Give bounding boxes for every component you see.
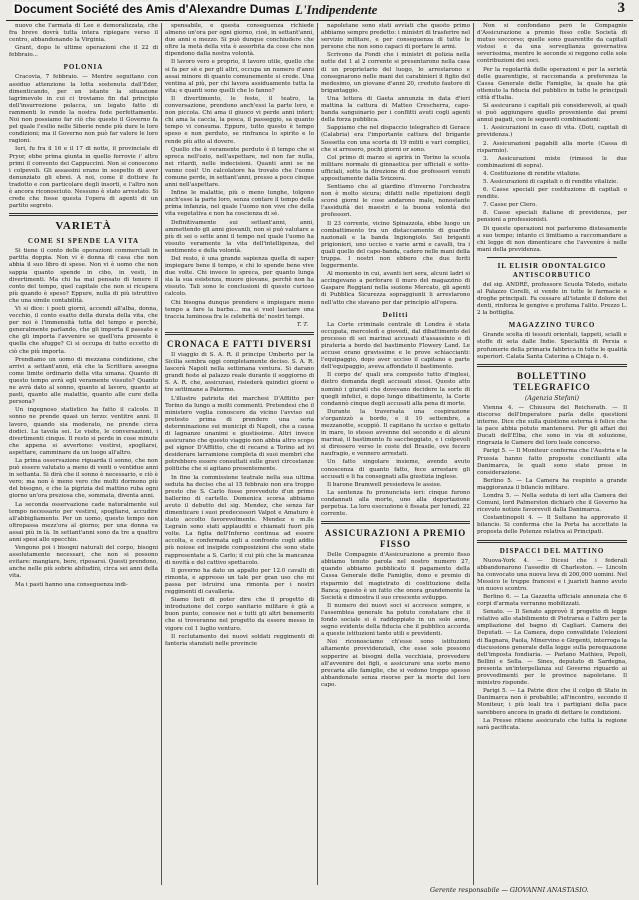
list-item: 3. Assicurazioni miste (rimessi le due combinazioni di sopra). — [477, 155, 627, 169]
list-item: 5. Assicurazioni di capitali o di rendite vitalizie. — [483, 178, 619, 185]
dispatch: Berlino 5. — La Camera ha respinto a grande maggioranza il bilancio militare. — [477, 477, 627, 491]
columns — [6, 23, 633, 885]
paragraph: Al momento in cui, avanti ieri sera, alcuni ladri si accingevano a perforare il muro del magazzino di Gaspare Reggiani nella sezione Mercato, gli agenti di Pubblica Sicurezza sopraggiunti li arrestarono nell'atto che stavano per dar principio all'opera. — [321, 271, 470, 306]
dispatch: Berlino 6. — La Gazzetta ufficiale annunzia che 6 corpi d'armata verranno mobilizzati. — [477, 594, 627, 608]
divider — [487, 257, 617, 258]
paragraph: Il viaggio di S. A. R. il principe Umberto per la Sicilia sembra oggi completamente deciso. S. A. R. lascerà Napoli nella settimana ventura. Si darano grandi feste al palazzo reale durante il soggiorno di S. A. R. che, assicurasi, risiederà quindici giorni o tre settimane a Palermo. — [165, 351, 314, 394]
paragraph: Noi riconosciamo ch'esse sono istituzioni altamente provvidenziali, che esse sole possono sopperire ai bisogni della vecchiaia, provvedere all'avvenire dei figli, e assicurare una sorte meno precaria alle famiglie, che si vedono troppo spesso abbandonate senza risorse per la morte del loro capo. — [321, 639, 470, 688]
paragraph: napoletane sono stati avviati che questo primo abbiamo sempre predetto: i ministri di trasferire nel servizio militare, e per conseguenza di tutte le persone che non sono capaci di portare le armi. — [321, 23, 470, 51]
paragraph: Quello che è veramente perduto è il tempo che si spreca nell'ozio, nell'aspettare, nel non far nulla, nei ritardi, nelle indecisioni. Quanti anni se ne vanno così! Un calcolatore ha trovato che l'uomo comune perde, in settant'anni, presso a poco cinque anni nell'aspettare. — [165, 146, 314, 189]
paragraph: Si tiene il conto delle operazioni commerciali in partita doppia. Non vi è donna di casa che non abbia il suo libro di spese. Non vi è uomo che non sappia quanto spende in cibo, in vesti, in divertimenti. Ma chi ha mai pensato di tenere il conto del tempo, quel capitale che non si ricupera più quando è speso? Eppure, nulla di più istruttivo che una simile contabilità. — [9, 248, 158, 304]
dispatch: La Presse ritiene assicurato che tutta la regione sarà pacificata. — [477, 717, 627, 731]
paragraph: nuovo che l'armata di Lee è demoralizzata, che fra breve dovrà tutta intera ripiegare verso il centro, abbandonando la Virginia. — [9, 23, 158, 44]
paragraph: Di queste operazioni noi parleremo distesamente a suo tempo; intanto ci limitiamo a raccomandare a chi legge di non dimenticare che l'avvenire è nelle mani della previdenza. — [477, 225, 627, 253]
paragraph: La seconda osservazione cade naturalmente sul tempo necessario per vestirsi, spogliarsi, accudire all'abbigliamento. Per un uomo, questo tempo non oltrepassa mezz'ora al giorno; per una donna va assai più in là. In settant'anni sono da tre a quattro anni spesi allo specchio. — [9, 501, 158, 543]
paragraph: Una lettera di Gaeta annunzia in data d'ieri mattina la cattura di Matteo Crescherra, capo-banda sanguinario per i conflitti avuti cogli agenti della forza pubblica. — [321, 95, 470, 124]
paragraph: Il corpo de' quali era composto tutto d'inglesi, dietro domanda degli accusati stessi. Questo atto nominò i giurati che dovevano decidere la sorte di quegli infelici, e dopo lungo dibattimento, la Corte condannò cinque degli accusati alla pena di morte. — [321, 372, 470, 407]
paragraph: Il numero dei nuovi soci si accresce sempre, e l'assemblea generale ha potuto constatare che il fondo sociale si è raddoppiato in un solo anno, segno evidente della fiducia che il pubblico accorda a queste istituzioni tanto utili e previdenti. — [321, 602, 470, 638]
paragraph: Chi bisogna dunque prendere e impiegare meno tempo a fare la barba... ma si vuol lasciare una traccia luminosa fra le celebrità de' nostri tempi. — [165, 299, 314, 320]
ad-title: MAGAZZINO TURCO — [508, 321, 596, 330]
divider — [321, 521, 470, 524]
divider — [9, 213, 158, 216]
column-2 — [162, 23, 318, 885]
paragraph: Sappiamo che nel dispaccio telegrafico di Gerace (Calabria) era l'importante cattura del brigante Sossetta con una scorta di 19 militi e vari complici, che si arresero, pochi giorni or sono. — [321, 125, 470, 153]
divider — [477, 364, 627, 367]
paragraph: La Corte criminale centrale di Londra è stata occupata, mercoledì e giovedì, dal dibattimento del processo di sei marinai accusati d'assassinio e di pirateria a bordo del bastimento Flowery Land. Le accuse erano gravissime e le prove schiaccianti: l'equipaggio, dopo aver ucciso il capitano e parte dell'equipaggio, aveva affondato il bastimento. — [321, 321, 470, 371]
paragraph: Vengono poi i bisogni naturali del corpo, bisogni assolutamente necessari, che non si possono evitare: mangiare, bere, riposarsi. Questi prendono, anche nelle più sobrie abitudini, circa sei anni della vita. — [9, 545, 158, 580]
paragraph: Ieri, fu fra il 16 e il 17 di notte, il provinciale di Pryor, ebbe prima giunta in quello ferrovie i' altro primi il convento dei Cappuccini. Non si conoscono i colpevoli. Gli assassini erano in sospetto di aver denunziato gli ebrei. A noi, come il dottore fu tradotto e con particolare degli insorti, e l'altro non è ancora riconosciuto. Nessuno è stato arrestato. Si crede che fosse questa l'opera di agenti di un partito segreto. — [9, 146, 158, 210]
paragraph: Il lavoro vero e proprio, il lavoro utile, quello che si fa per sè e per gli altri, occupa un numero d'anni assai minore di quanto comunemente si crede. Una ventina al più, per chi lavora assiduamente tutta la vita; e quanti sono quelli che lo fanno? — [165, 59, 314, 94]
paragraph: Non si confondano però le Compagnie d'Assicurazione a premio fisso colle Società di mutuo soccorso; quelle sono guarentite da capitali vistosi e da una sorveglianza governativa severissima, mentre le seconde si reggono colle sole contribuzioni dei soci. — [477, 23, 627, 65]
header-bar — [0, 0, 639, 16]
paragraph: Prendiamo un uomo di mezzana condizione, che arrivi a settant'anni, età che la Scrittura assegna come limite ordinario della vita umana. Quanto di questo tempo avrà egli veramente vissuto? Quanto ne avrà dato al sonno, quanto al lavoro, quanto ai pasti, quanto alle malattie, quanto alle cure della persona? — [9, 356, 158, 406]
page-number: 3 — [617, 0, 625, 16]
paragraph: Il governo ha dato un appalto per 12.0 cavalli di rimonta, e appresso un tale per gran uso che mi passa per istruirsi una rimonta per i nostri reggimenti di cavalleria. — [165, 567, 314, 596]
section-heading-delitti: Delitti — [382, 310, 409, 319]
paragraph: Il 23 corrente, vicino Spinazzola, ebbe luogo un combattimento tra un distaccamento di guardie nazionali e la banda Ingiongiolo. Sei briganti prigionieri, uno ucciso e varie armi e cavalli, tra i quali quello del capo-banda, cadero nelle mani della truppa. I nostri non ebbero che due feriti leggermente. — [321, 220, 470, 270]
section-heading-cronaca: CRONACA E FATTI DIVERSI — [167, 338, 312, 349]
paragraph: Definitivamente sui settant'anni, anni, ammettendo gli anni giovanili, non si può valutare a più di sei o sette anni il tempo nel quale l'uomo ha vissuto veramente la vita dell'intelligenza, del sentimento e della volontà. — [165, 219, 314, 254]
dateline-heading: POLONIA — [63, 63, 104, 72]
section-heading-dispacci: DISPACCI DEL MATTINO — [499, 546, 605, 555]
list-item: 1. Assicurazioni in caso di vita. (Doti, capitali di previdenza.) — [477, 125, 627, 139]
divider — [165, 332, 314, 335]
paragraph: Per la regolarità delle operazioni e per la serietà delle guarentigie, si raccomanda a preferenza la Cassa Generale delle Famiglie, la quale ha già ottenuto la fiducia del pubblico in tutte le principali città d'Italia. — [477, 66, 627, 101]
list-item: 8. Casse speciali italiane di previdenza, per pensioni a professionisti. — [477, 210, 627, 224]
paragraph: L'illustre patriota dei marchesi D'Afflitto per Torino da lungo a molti commenti. Pretendesi che il ministero voglia conoscere da vicino l'avviso sul pretesto prima di prendere una seria determinazione sui municipi di Napoli, che a causa di lagnanze unanimi e giustissime. Altri invece assicurano che questo viaggio non abbia altro scopo pel signor D'Afflitto, che di recarsi a Torino ad ivi desiderare larramione completa di suoi membri che potrebbero essere consultati sulle gravi circostanze politiche che si agitano presentemente. — [165, 395, 314, 473]
divider — [477, 540, 627, 543]
article-title: COME SI SPENDE LA VITA — [27, 237, 140, 246]
watermark-label: Document Société des Amis d'Alexandre Dumas — [14, 2, 290, 16]
paragraph: Il reclutamento dei nuovi soldati reggimenti di fanteria stanziati nelle provincie — [165, 633, 314, 647]
signature: T. T. — [296, 321, 308, 328]
paragraph: Sentiamo che al giardino d'inverno l'orchestra non è molto sicura; difatti nelle ripetizioni degli scorsi giorni le cose andarono male, nonostante l'assiduità dei maestri e la buona volontà dei professori. — [321, 184, 470, 219]
dispatch: Costantinopoli 4. — Il Sultano ha approvato il bilancio. Si conferma che la Porta ha accettato la proposta delle Potenze relativa ai Principati. — [477, 515, 627, 536]
paragraph: spensabile, e questa conseguenza richiede almeno un'ora per ogni giorno, cioè, in settant'anni, due anni e mezzo. Si può dunque conchiudere che oltre la metà della vita è assorbita da cose che non dipendono dalla nostra volontà. — [165, 23, 314, 58]
paragraph: Il divertimento, le feste, il teatro, la conversazione, prendono anch'essi la parte loro, e non piccola. Chi ama il giuoco vi perde anni interi; chi ama la caccia, la pesca, il passeggio, sa quanto tempo vi consuma. Eppure, tutto questo è tempo speso e non perduto, se rinfranca lo spirito e lo rende più atto al dovere. — [165, 95, 314, 145]
dispatch: Nuova-York 4. — Dicesi che i federali abbandonarono l'assedio di Charleston. — Lincoln ha convocato una nuova leva di 200,000 uomini. Nel Messico le truppe francesi e i juaristi hanno avuto un nuovo scontro. — [477, 557, 627, 592]
paragraph: Siamo lieti di poter dire che il progetto di introduzione del corpo sanitario militare è già a buon punto, conosce noi e tutti gli altri benemeriti che si troveranno nel progetto da essere messo in vigore col 1 luglio venturo. — [165, 597, 314, 632]
paragraph: Durante la traversata una cospirazione s'organizzò a bordo, e il 10 settembre, a mezzanotte, scoppiò. Il capitano fu ucciso e gettato in mare, lo stesso avvenne del secondo e di alcuni marinai, il bastimento fu saccheggiato, e i colpevoli si diressero verso le coste del Brasile, ove fecero naufragio, e vennero arrestati. — [321, 408, 470, 458]
column-3 — [318, 23, 474, 885]
list-item: 6. Casse speciali per costituzione di capitali o rendite. — [477, 187, 627, 201]
list-item: 4. Costituzione di rendite vitalizie. — [483, 170, 581, 177]
dispatch: Senato. — Il Senato approvò il progetto di legge relativo allo stabilimento di Pietrarsa e l'altro per la ampliazione del bagno di Cagliari. Camera dei Deputati. — La Camera, dopo convalidate l'elezioni di Bagnara, Paola, Minervino e Girgenti, interroga la discussione generale della legge sulla perequazione dell'imposta fondiaria. — Parlano Mathieu, Pepoli, Bellini e Sella. — Sines, deputato di Sardegna, presenta un'interpellanza sul Governo riguardo ai provvedimenti per le province napoletane. Il ministro risponde. — [477, 609, 627, 687]
paragraph: Un ingegnoso statistico ha fatto il calcolo. Il sonno ne prende quasi un terzo: ventitre anni. Il lavoro, quando sia moderato, ne prende circa dodici. La tavola sei. Le visite, le conversazioni, i divertimenti cinque. Il resto si perde in cose minute che appena si avvertono: vestirsi, spogliarsi, aspettare, camminare da un luogo all'altro. — [9, 407, 158, 456]
paragraph: Un fatto singolare insieme, avendo avuto conoscenza di quanto fatto, fece arrestare gli accusati e li ha consegnati alla giustizia inglese. — [321, 459, 470, 480]
paragraph: In fine la commissione teatrale nella sua ultima seduta ha deciso che al 15 febbraio non era troppo presto che S. Carlo fosse provveduto d'un primo ballerino di cartello. Domenica scorsa abbiamo avuto il debutto del sig. Mendez, che senza far dimenticare i suoi predecessori Valpot e Amaturo è stato accolto favorevolmente. Mendez e m.lle Legrain sono stati applauditi e chiamati fuori più volte. La figlia dell'Inferno continua ad essere accolta, e confermata egli a confronto cogli addio più noiose ed insipide composizioni che sono state rappresentate a S. Carlo; il cui più che la mancanza di novità e del cattivo spettacolo. — [165, 474, 314, 566]
section-heading-varieta: VARIETÀ — [55, 220, 112, 233]
paragraph: La prima osservazione riguarda il sonno, che non può essere valutato a meno di venti o ventidue anni in settanta. Si dirà che il sonno è necessario, e ciò è vero; ma non è meno vero che molti dormono più del bisogno, e che la pigrizia del mattino ruba ogni giorno un'ora preziosa che, sommata, diventa anni. — [9, 457, 158, 500]
column-4 — [474, 23, 630, 885]
ad-title: IL ELISIR ODONTALGICO ANTISCORBUTICO — [497, 261, 607, 279]
dispatch: Vienna 4. — Chiusura del Reichsrath. — Il discorso dell'Imperatore parla delle questioni interne. Dice che sulla quistione esterna è felice che la pace abbia potuto mantenersi. Per gli affari dei Ducati dell'Elba, che sono in via di soluzione, ringrazia le Camere del loro leale concorso. — [477, 404, 627, 447]
dispatch: Parigi 5. — Il Moniteur conferma che l'Austria e la Prussia hanno fatto proposte concilianti alla Danimarca, le quali sono state prese in considerazione. — [477, 448, 627, 476]
ad-body: del sig. ANDRÉ, professore Scuola Toledo, esitato al Palazzo Corelli, si vende in tutte le farmacie e droghe principali. Fa cessare all'istante il dolore dei denti, rinforza le gengive e profuma l'alito. Prezzo L. 2 la bottiglia. — [477, 281, 627, 317]
paragraph: Si assicurano i capitali più considerevoli, ai quali si può aggiungere quello proveniente dai premi annui pagati, con le seguenti combinazioni: — [477, 103, 627, 124]
list-item: 7. Casse per Clero. — [483, 202, 538, 209]
column-1 — [6, 23, 162, 885]
paragraph: Vi si dice: i poeti giorni, accendi all'alba, donna, vecchio, il conto esatto della durata della vita, che per noi è l'immensità tutta del tempo e perchè, generalmente parlando, che gli importa il passato e che gli importa l'avvenire se quell'ora presente è quella che sfugge? Ci si occupa di tutto eccetto di ciò che più importa. — [9, 306, 158, 355]
section-subtitle: (Agenzia Stefani) — [524, 394, 580, 402]
paragraph: Cracovia, 7 febbraio. — Mentre seguitano con assiduo attenzione la lotta sostenuta dall'Eder, dimenticando, per un istante la situazione lagrimevole in cui ci troviamo fin dal principio dell'insurrezione polacca, un legato fatto di rammenti lo rende la nostra fede perfettamente. Noi non possiamo far ciò che questo il Governo fa pel quale l'esilio nelle Siberie rende più dure le loro condizioni; ma il Governo non può far valere le loro ragioni. — [9, 74, 158, 145]
section-heading-bollettino: BOLLETTINO TELEGRAFICO — [513, 370, 591, 392]
paragraph: Il barone Bramwell presiedeva le assise. — [327, 481, 442, 488]
paragraph: Scrivono da Fondi che i ministri di polizia nella notte del 1 al 2 corrente si presentarono nella casa di un proprietario del luogo, lo arrestarono e consegnarono nelle mani dei carabinieri il figlio del medesimo, un giovane d'anni 20, creduto fautore di brigantaggio. — [321, 52, 470, 94]
dispatch: Parigi 5. — La Patrie dice che il colpo di Stato in Danimarca non è probabile; all'incontro, secondo il Moniteur, i più leali tra i partigiani della pace sarebbero ancora in grado di dettare le condizioni. — [477, 688, 627, 716]
paragraph: Delle Compagnie d'Assicurazione a premio fisso abbiamo tenuto parola nel nostro numero 27, quando abbiamo pubblicato il pagamento della Cassa Generale delle Famiglie, dono e premio di risparmio del magistrato di costituzione della Banca; questo è un fatto che onora grandemente la Società e dimostra il suo crescente sviluppo. — [321, 552, 470, 601]
paragraph: Col primo di marzo si aprirà in Torino la scuola militare normale di ginnastica per ufficiali e sotto-ufficiali, sotto la direzione di due professori venuti appositamente dalla Svizzera. — [321, 154, 470, 182]
paragraph: Ma i pasti hanno una conseguenza indi- — [15, 581, 128, 588]
paragraph: La sentenza fu pronunciata ieri: cinque furono condannati alla morte, uno alla deportazione perpetua. La loro esecuzione è fissata per lunedì, 22 corrente. — [321, 489, 470, 518]
paper-title: L'Indipendente — [295, 2, 378, 17]
list-item: 2. Assicurazioni pagabili alla morte (Cassa di risparmio). — [477, 140, 627, 154]
dispatch: Londra 5. — Nella seduta di ieri alla Camera dei Comuni, lord Palmerston dichiarò che il Governo ha ricevuto notizie favorevoli dalla Danimarca. — [477, 492, 627, 514]
ad-body: Grande scelta di tessuti orientali, tappeti, scialli e stoffe di seta dalle Indie. Specialità di Persia e profumerie della primaria fabbrica in tutte le qualità superiori. Calata Santa Caterina a Chiaja n. 4. — [477, 332, 627, 360]
paragraph: Grant, dopo le ultime operazioni che il 22 di febbraio... — [9, 45, 158, 59]
header-rule — [6, 20, 633, 21]
footer-responsible: Gerente responsabile — GIOVANNI ANASTASIO. — [430, 886, 589, 894]
paragraph: Infine le malattie, più o meno lunghe, tolgono anch'esse la parte loro, senza contare il tempo della prima infanzia, nel quale l'uomo non vive che della vita vegetativa e non ha coscienza di sè. — [165, 190, 314, 218]
paragraph: Del resto, è una grande sapienza quella di saper impiegare bene il tempo, e chi lo spende bene vive due volte. Chi invece lo spreca, per quanto lunga sia la sua esistenza, muore giovane, perchè non ha vissuto. Tali sono le conclusioni di questo curioso calcolo. — [165, 256, 314, 298]
section-heading-assicurazioni: ASSICURAZIONI A PREMIO FISSO — [324, 528, 467, 550]
